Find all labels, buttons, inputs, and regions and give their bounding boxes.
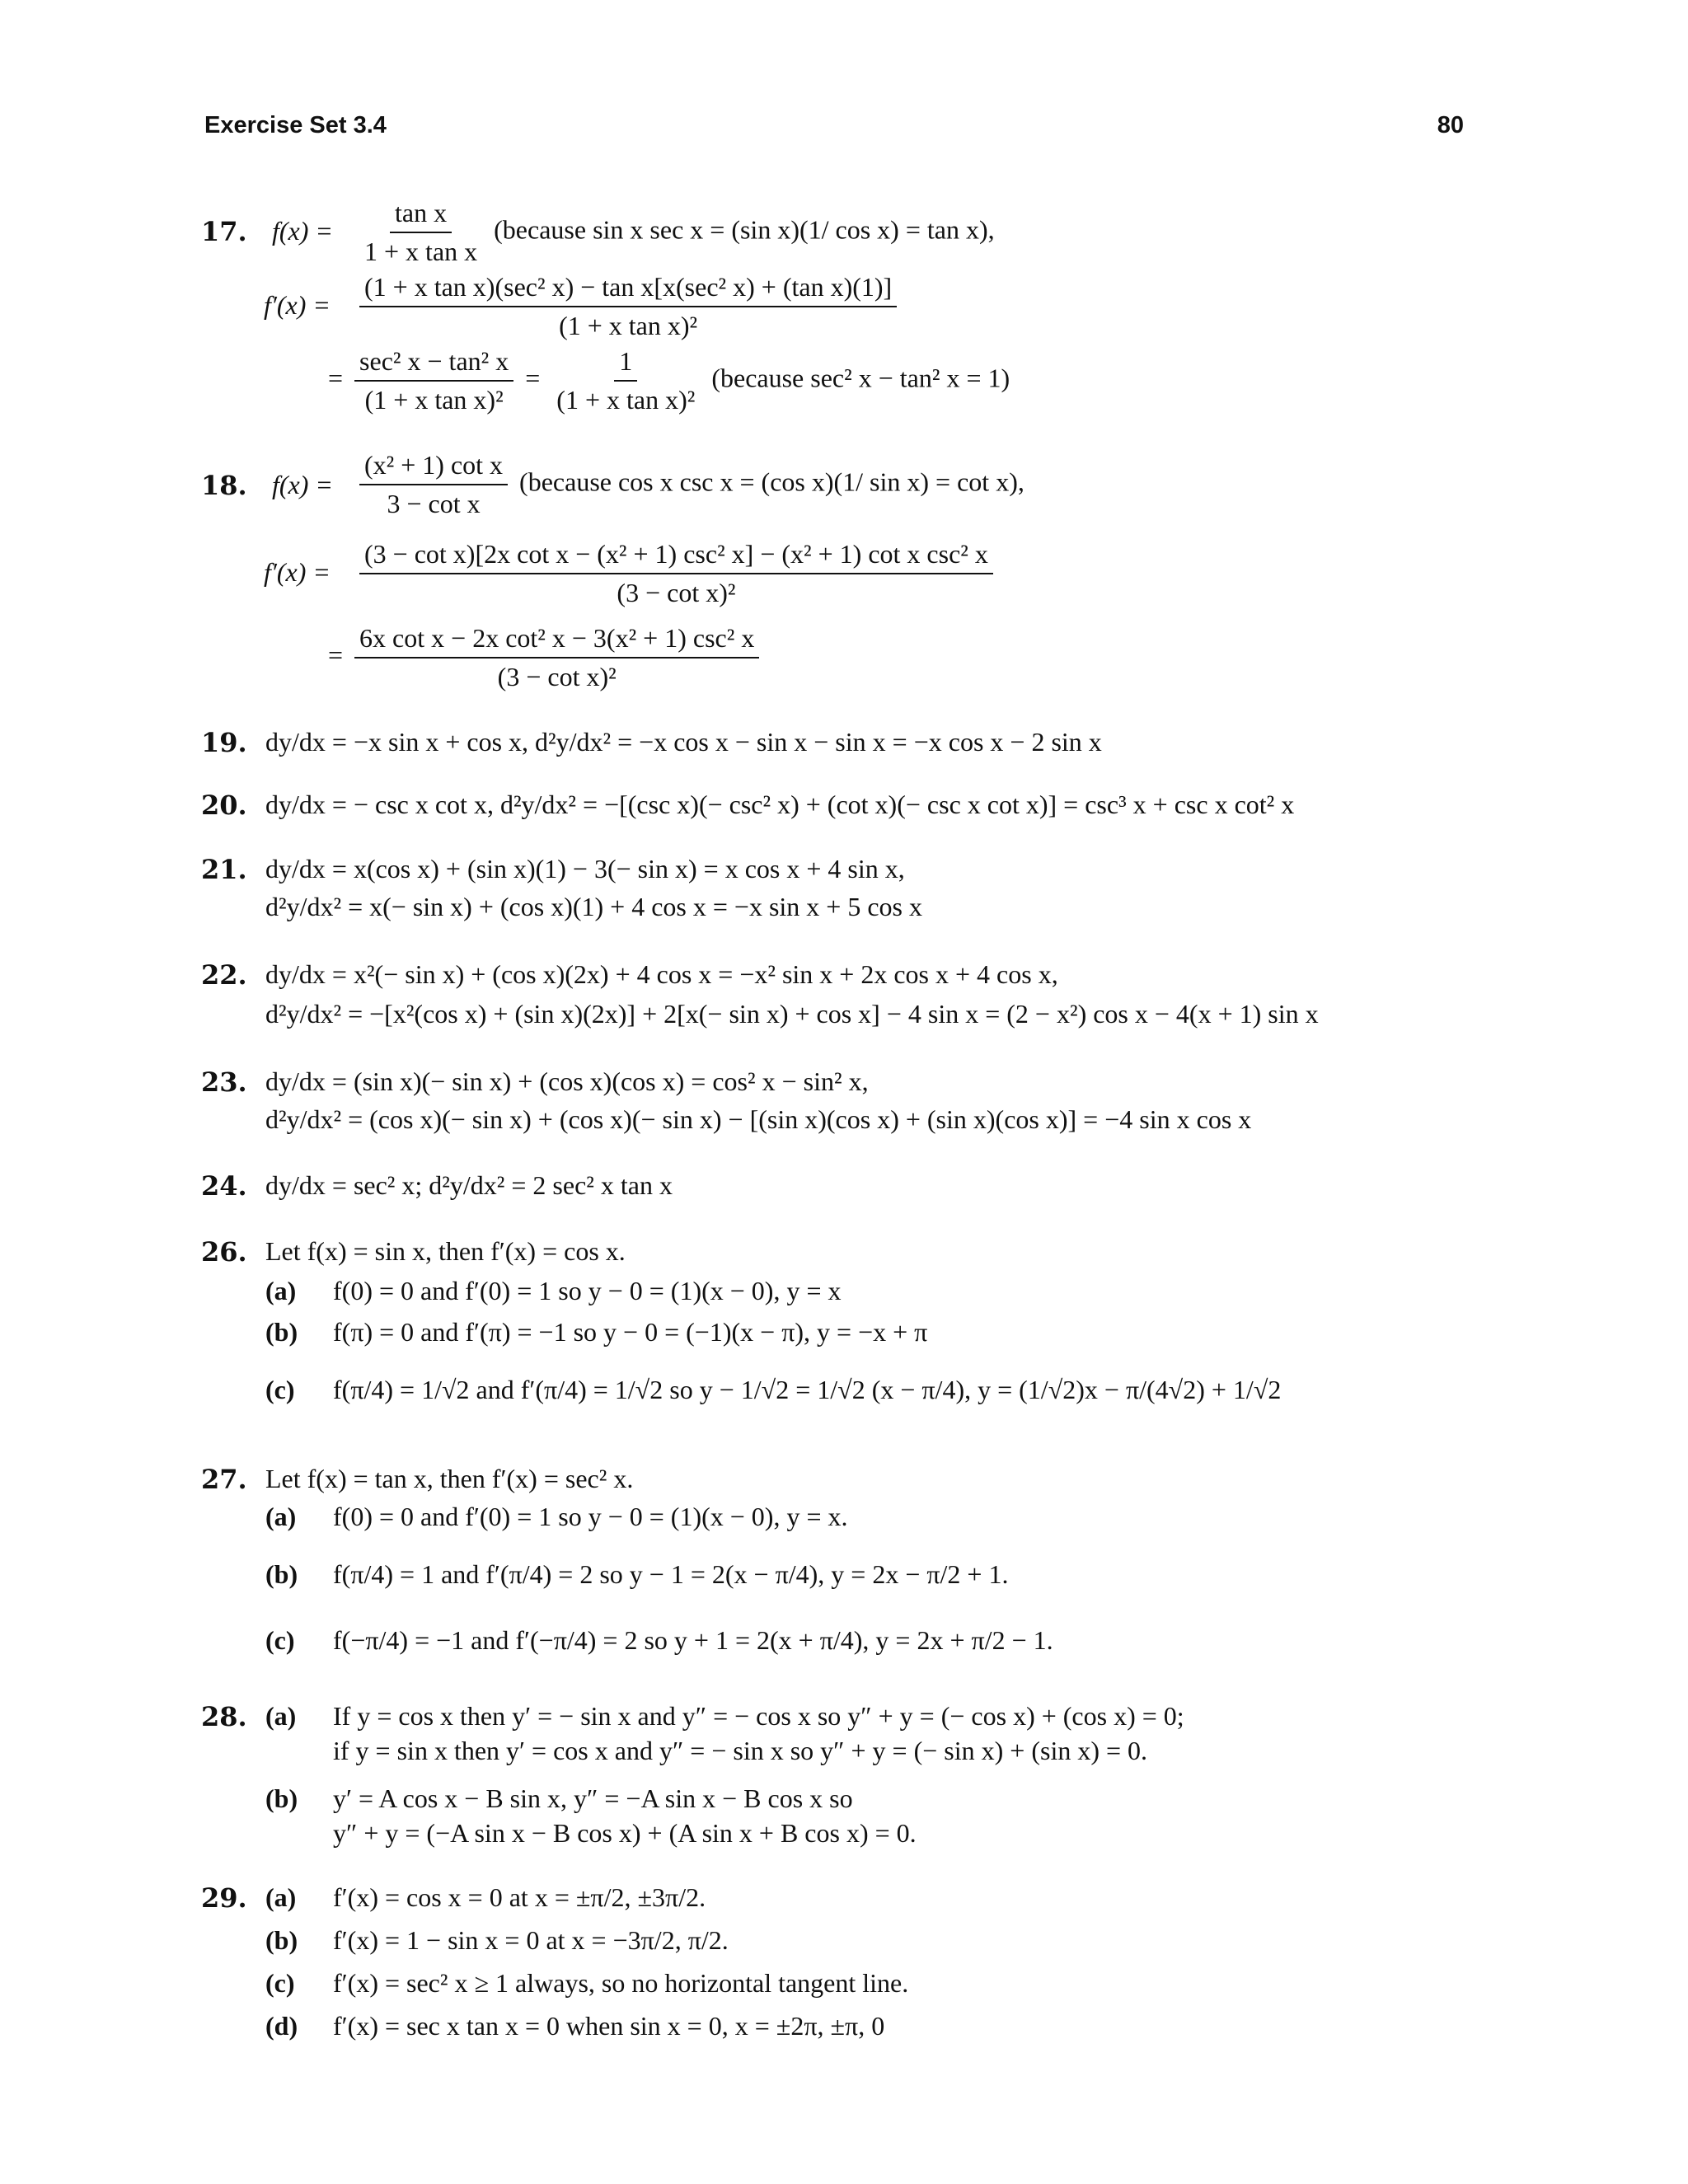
fraction — [359, 539, 993, 608]
part-text: f′(x) = 1 − sin x = 0 at x = −3π/2, π/2. — [333, 1925, 729, 1955]
equation-line: d²y/dx² = x(− sin x) + (cos x)(1) + 4 cos x = −x sin x + 5 cos x — [265, 892, 922, 921]
part-label: (b) — [265, 1559, 298, 1589]
problem-intro: Let f(x) = sin x, then f′(x) = cos x. — [265, 1236, 626, 1266]
problem-number: 27. — [201, 1464, 247, 1495]
problem-number: 23. — [201, 1066, 247, 1098]
part-label: (b) — [265, 1317, 298, 1347]
problem-number: 21. — [201, 854, 247, 885]
fraction — [354, 346, 513, 415]
part-text: y″ + y = (−A sin x − B cos x) + (A sin x + B cos x) = 0. — [333, 1818, 917, 1848]
denominator: (1 + x tan x)² — [559, 311, 698, 340]
denominator: (1 + x tan x)² — [364, 385, 504, 415]
part-label: (c) — [265, 1968, 295, 1998]
equation-line: dy/dx = x(cos x) + (sin x)(1) − 3(− sin x) = x cos x + 4 sin x, — [265, 854, 905, 883]
fraction — [354, 623, 759, 692]
fraction — [551, 346, 700, 415]
problem-number: 26. — [201, 1236, 247, 1268]
equation-line — [354, 272, 902, 341]
part-text: y′ = A cos x − B sin x, y″ = −A sin x − B cos x so — [333, 1783, 853, 1813]
part-text: f(0) = 0 and f′(0) = 1 so y − 0 = (1)(x − 0), y = x — [333, 1276, 842, 1305]
problem-number: 18. — [201, 470, 247, 501]
equation-line — [354, 198, 995, 267]
equation-line: d²y/dx² = (cos x)(− sin x) + (cos x)(− sin x) − [(sin x)(cos x) + (sin x)(cos x)] = −4 sin x cos x — [265, 1104, 1252, 1134]
problem-number: 22. — [201, 959, 247, 991]
problem-number: 28. — [201, 1701, 247, 1732]
part-label: (a) — [265, 1882, 297, 1912]
part-label: (a) — [265, 1701, 297, 1731]
part-label: (d) — [265, 2011, 298, 2041]
part-label: (c) — [265, 1375, 295, 1404]
equation-line: dy/dx = sec² x; d²y/dx² = 2 sec² x tan x — [265, 1170, 673, 1200]
numerator: (3 − cot x)[2x cot x − (x² + 1) csc² x] − (x² + 1) cot x csc² x — [359, 539, 993, 574]
equation-line — [328, 346, 1010, 415]
part-label: (b) — [265, 1783, 298, 1813]
equation-line — [328, 623, 764, 692]
part-text: If y = cos x then y′ = − sin x and y″ = − cos x so y″ + y = (− cos x) + (cos x) = 0; — [333, 1701, 1184, 1731]
numerator: 6x cot x − 2x cot² x − 3(x² + 1) csc² x — [354, 623, 759, 658]
part-text: f(π/4) = 1/√2 and f′(π/4) = 1/√2 so y − 1/√2 = 1/√2 (x − π/4), y = (1/√2)x − π/(4√2) + 1/√2 — [333, 1375, 1282, 1404]
part-text: f′(x) = cos x = 0 at x = ±π/2, ±3π/2. — [333, 1882, 706, 1912]
note: (because cos x csc x = (cos x)(1/ sin x) = cot x), — [519, 466, 1025, 497]
problem-number: 17. — [201, 216, 247, 247]
part-label: (a) — [265, 1502, 297, 1531]
fraction — [359, 450, 508, 519]
note: (because sec² x − tan² x = 1) — [711, 363, 1010, 393]
part-label: (a) — [265, 1276, 297, 1305]
part-text: f(π/4) = 1 and f′(π/4) = 2 so y − 1 = 2(x − π/4), y = 2x − π/2 + 1. — [333, 1559, 1009, 1589]
equation-line: dy/dx = − csc x cot x, d²y/dx² = −[(csc x)(− csc² x) + (cot x)(− csc x cot x)] = csc³ x + csc x cot² x — [265, 790, 1295, 819]
part-text: f′(x) = sec x tan x = 0 when sin x = 0, x = ±2π, ±π, 0 — [333, 2011, 885, 2041]
numerator: (1 + x tan x)(sec² x) − tan x[x(sec² x) + (tan x)(1)] — [359, 272, 897, 307]
problem-number: 20. — [201, 790, 247, 821]
equation-lhs: f′(x) = — [264, 557, 331, 587]
equals-sign: = — [525, 363, 541, 393]
numerator: (x² + 1) cot x — [359, 450, 508, 485]
denominator: 1 + x tan x — [364, 237, 478, 266]
equation-line: dy/dx = −x sin x + cos x, d²y/dx² = −x cos x − sin x − sin x = −x cos x − 2 sin x — [265, 727, 1102, 757]
part-label: (c) — [265, 1625, 295, 1655]
part-text: f(π) = 0 and f′(π) = −1 so y − 0 = (−1)(x − π), y = −x + π — [333, 1317, 928, 1347]
part-text: if y = sin x then y′ = cos x and y″ = − sin x so y″ + y = (− sin x) + (sin x) = 0. — [333, 1736, 1148, 1765]
numerator: sec² x − tan² x — [354, 346, 513, 382]
problem-number: 19. — [201, 727, 247, 758]
part-text: f′(x) = sec² x ≥ 1 always, so no horizontal tangent line. — [333, 1968, 909, 1998]
part-label: (b) — [265, 1925, 298, 1955]
denominator: (1 + x tan x)² — [556, 385, 696, 415]
part-text: f(−π/4) = −1 and f′(−π/4) = 2 so y + 1 = 2(x + π/4), y = 2x + π/2 − 1. — [333, 1625, 1053, 1655]
equals-sign: = — [328, 640, 344, 670]
note: (because sin x sec x = (sin x)(1/ cos x) = tan x), — [494, 214, 995, 245]
fraction — [359, 198, 482, 267]
denominator: (3 − cot x)² — [497, 662, 617, 691]
numerator: 1 — [614, 346, 637, 382]
denominator: 3 − cot x — [387, 489, 481, 518]
equals-sign: = — [328, 363, 344, 393]
equation-line: dy/dx = (sin x)(− sin x) + (cos x)(cos x) = cos² x − sin² x, — [265, 1066, 869, 1096]
part-text: f(0) = 0 and f′(0) = 1 so y − 0 = (1)(x − 0), y = x. — [333, 1502, 848, 1531]
equation-line: dy/dx = x²(− sin x) + (cos x)(2x) + 4 cos x = −x² sin x + 2x cos x + 4 cos x, — [265, 959, 1058, 989]
equation-line: d²y/dx² = −[x²(cos x) + (sin x)(2x)] + 2[x(− sin x) + cos x] − 4 sin x = (2 − x²) cos x − 4(x + 1) sin x — [265, 999, 1319, 1029]
denominator: (3 − cot x)² — [617, 578, 736, 607]
problem-number: 29. — [201, 1882, 247, 1914]
numerator: tan x — [390, 198, 452, 233]
section-title: Exercise Set 3.4 — [204, 112, 387, 138]
equation-line — [354, 450, 1025, 519]
problem-number: 24. — [201, 1170, 247, 1202]
problem-intro: Let f(x) = tan x, then f′(x) = sec² x. — [265, 1464, 634, 1493]
fraction — [359, 272, 897, 341]
equation-line — [354, 539, 998, 608]
equation-lhs: f(x) = — [272, 470, 333, 499]
equation-lhs: f(x) = — [272, 216, 333, 246]
page-number: 80 — [1437, 112, 1464, 138]
equation-lhs: f′(x) = — [264, 290, 331, 320]
